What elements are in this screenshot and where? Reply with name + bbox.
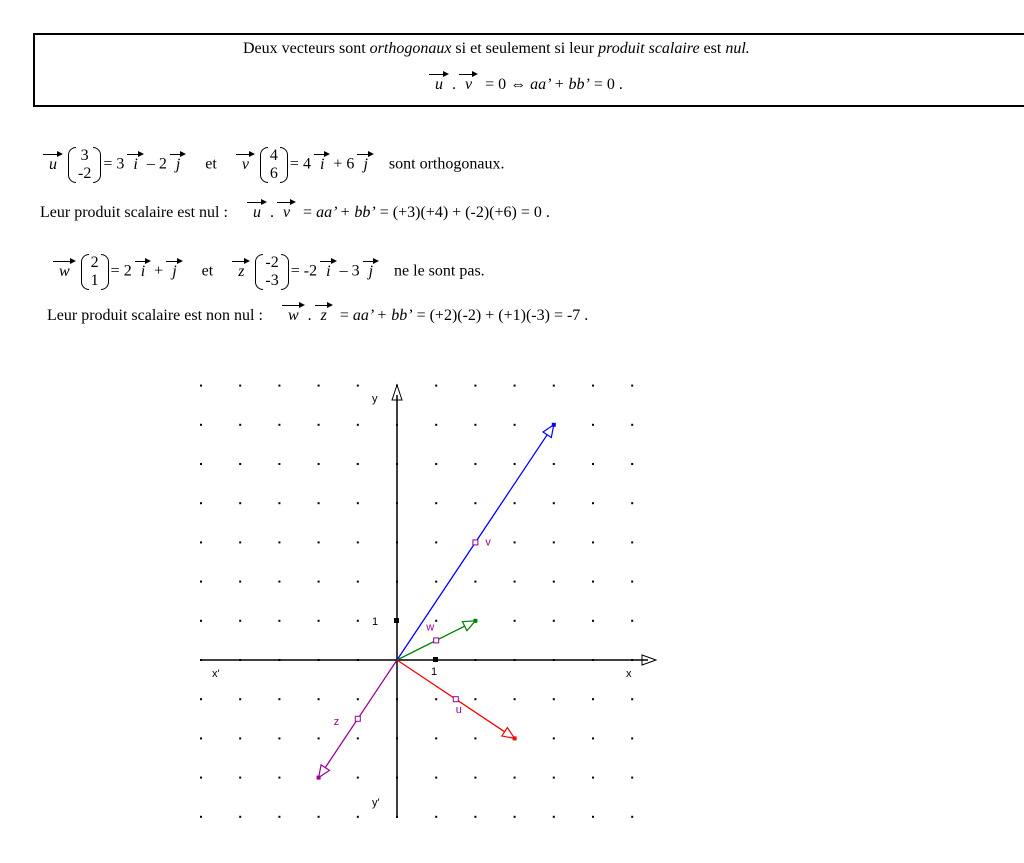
- grid-dot: [200, 424, 202, 426]
- product-label: Leur produit scalaire est non nul :: [47, 307, 263, 324]
- grid-dot: [278, 777, 280, 779]
- grid-dot: [592, 502, 594, 504]
- grid-dot: [239, 777, 241, 779]
- grid-dot: [357, 424, 359, 426]
- grid-dot: [514, 777, 516, 779]
- grid-dot: [474, 385, 476, 387]
- grid-dot: [239, 463, 241, 465]
- grid-dot: [318, 737, 320, 739]
- grid-dot: [239, 620, 241, 622]
- vector-label-v: v: [485, 536, 491, 549]
- vector-label-z: z: [333, 715, 340, 728]
- rule-text: est: [703, 40, 722, 57]
- vector-u: u: [247, 205, 267, 221]
- calculation: = (+3)(+4) + (-2)(+6) = 0 .: [379, 204, 550, 221]
- unit-label-y: 1: [372, 616, 379, 628]
- grid-dot: [200, 385, 202, 387]
- grid-dot: [592, 541, 594, 543]
- vector-w: w: [282, 308, 305, 324]
- equation-text: = 0 .: [593, 76, 623, 93]
- grid-dot: [631, 816, 633, 818]
- vector-z: [317, 660, 397, 780]
- and-word: et: [201, 262, 214, 280]
- grid-dot: [318, 463, 320, 465]
- vector-midpoint-u: [453, 697, 458, 702]
- vector-i: i: [314, 157, 330, 173]
- grid-dot: [474, 424, 476, 426]
- grid-dot: [631, 424, 633, 426]
- grid-dot: [435, 385, 437, 387]
- grid-dot: [474, 737, 476, 739]
- vector-u: u: [43, 157, 63, 173]
- axis-label-x-prime: x': [212, 668, 220, 680]
- grid-dot: [514, 620, 516, 622]
- vector-v: [397, 423, 556, 660]
- equals: =: [339, 307, 349, 324]
- grid-dot: [239, 698, 241, 700]
- expr: = 4: [289, 155, 311, 173]
- grid-dot: [474, 463, 476, 465]
- vector-midpoint-z: [355, 716, 360, 721]
- grid-dot: [592, 581, 594, 583]
- grid-dot: [553, 737, 555, 739]
- vector-label-w: w: [426, 621, 435, 634]
- grid-dot: [435, 777, 437, 779]
- vector-u: [397, 660, 517, 740]
- grid-dot: [474, 698, 476, 700]
- equation-text: = 0 ⇔: [485, 76, 527, 93]
- grid-dot: [278, 698, 280, 700]
- coord: 3: [80, 147, 89, 164]
- vector-z: z: [232, 264, 250, 280]
- grid-dot: [631, 541, 633, 543]
- grid-dot: [553, 385, 555, 387]
- grid-dot: [239, 581, 241, 583]
- grid-dot: [357, 502, 359, 504]
- grid-dot: [553, 698, 555, 700]
- grid-dot: [514, 541, 516, 543]
- expr: = 2: [110, 262, 132, 280]
- grid-dot: [435, 463, 437, 465]
- grid-dot: [435, 541, 437, 543]
- expr: = -2: [290, 262, 318, 280]
- coord: 1: [90, 272, 99, 289]
- unit-y-marker: [394, 618, 399, 623]
- grid-dot: [200, 502, 202, 504]
- grid-dot: [318, 698, 320, 700]
- grid-dot: [592, 620, 594, 622]
- grid-dot: [318, 385, 320, 387]
- grid-dot: [200, 620, 202, 622]
- grid-dot: [435, 816, 437, 818]
- expr: +: [154, 262, 164, 280]
- grid-dot: [200, 737, 202, 739]
- product-label: Leur produit scalaire est nul :: [40, 204, 228, 221]
- unit-label-x: 1: [431, 666, 438, 678]
- grid-dot: [592, 463, 594, 465]
- grid-dot: [318, 581, 320, 583]
- grid-dot: [318, 502, 320, 504]
- coord: -2: [265, 254, 279, 271]
- rule-text: Deux vecteurs sont: [243, 40, 366, 57]
- vector-label-u: u: [455, 704, 462, 717]
- grid-dot: [200, 698, 202, 700]
- expr: = 3: [103, 155, 125, 173]
- expr: – 3: [339, 262, 360, 280]
- grid-dot: [631, 385, 633, 387]
- and-word: et: [205, 155, 217, 173]
- grid-dot: [631, 620, 633, 622]
- vector-midpoint-v: [473, 540, 478, 545]
- coord: 4: [269, 147, 278, 164]
- coord: 2: [90, 254, 99, 271]
- grid-dot: [514, 502, 516, 504]
- conclusion: ne le sont pas.: [394, 262, 485, 280]
- vector-j: j: [357, 157, 373, 173]
- dot-operator: .: [269, 204, 274, 221]
- grid-dot: [357, 737, 359, 739]
- grid-dot: [631, 737, 633, 739]
- grid-dot: [200, 777, 202, 779]
- grid-dot: [514, 424, 516, 426]
- grid-dot: [278, 463, 280, 465]
- expr: – 2: [146, 155, 167, 173]
- grid-dot: [239, 502, 241, 504]
- vector-v: v: [277, 205, 296, 221]
- grid-dot: [357, 620, 359, 622]
- grid-dot: [474, 777, 476, 779]
- dot-operator: .: [307, 307, 312, 324]
- vector-tip-v: [552, 423, 556, 427]
- axis-label-y-prime: y': [372, 797, 380, 809]
- grid-dot: [631, 502, 633, 504]
- grid-dot: [239, 424, 241, 426]
- vectors-layer: [317, 423, 556, 780]
- grid-dot: [474, 502, 476, 504]
- grid-dot: [435, 502, 437, 504]
- axis-label-y: y: [372, 393, 378, 405]
- grid-dot: [357, 698, 359, 700]
- grid-dot: [318, 424, 320, 426]
- grid-dot: [278, 541, 280, 543]
- grid-dot: [592, 385, 594, 387]
- vector-i: i: [320, 264, 336, 280]
- grid-dot: [435, 737, 437, 739]
- grid-dot: [435, 424, 437, 426]
- grid-dot: [239, 737, 241, 739]
- grid-dots: [200, 385, 633, 818]
- grid-dot: [239, 541, 241, 543]
- grid-dot: [357, 385, 359, 387]
- grid-dot: [474, 581, 476, 583]
- grid-dot: [553, 777, 555, 779]
- grid-dot: [631, 581, 633, 583]
- grid-dot: [278, 424, 280, 426]
- grid-dot: [553, 502, 555, 504]
- formula: aa’ + bb’: [316, 204, 376, 221]
- calculation: = (+2)(-2) + (+1)(-3) = -7 .: [416, 307, 589, 324]
- grid-dot: [278, 581, 280, 583]
- vector-i: i: [135, 264, 151, 280]
- rule-text: si et seulement si leur: [455, 40, 595, 57]
- coord: 6: [269, 165, 278, 182]
- vector-v: v: [236, 157, 255, 173]
- vector-tip-w: [473, 619, 477, 623]
- grid-dot: [514, 816, 516, 818]
- grid-dot: [200, 581, 202, 583]
- rule-term-orthogonal: orthogonaux: [369, 40, 452, 57]
- vector-w: w: [53, 264, 76, 280]
- grid-dot: [514, 385, 516, 387]
- grid-dot: [474, 816, 476, 818]
- grid-dot: [514, 581, 516, 583]
- dot-operator: .: [452, 76, 456, 93]
- grid-dot: [357, 777, 359, 779]
- grid-dot: [200, 816, 202, 818]
- grid-dot: [278, 502, 280, 504]
- vector-j: j: [166, 264, 182, 280]
- grid-dot: [514, 698, 516, 700]
- vector-tip-u: [513, 736, 517, 740]
- coord: -2: [78, 165, 92, 182]
- vector-i: i: [127, 157, 143, 173]
- grid-dot: [553, 816, 555, 818]
- grid-dot: [631, 698, 633, 700]
- grid-dot: [357, 463, 359, 465]
- grid-dot: [278, 385, 280, 387]
- equation-formula: aa’ + bb’: [530, 76, 590, 93]
- grid-dot: [200, 541, 202, 543]
- grid-dot: [592, 698, 594, 700]
- grid-dot: [592, 777, 594, 779]
- vector-tip-z: [317, 776, 321, 780]
- grid-dot: [239, 816, 241, 818]
- grid-dot: [200, 463, 202, 465]
- vector-midpoint-w: [434, 638, 439, 643]
- vector-j: j: [170, 157, 186, 173]
- equals: =: [303, 204, 313, 221]
- grid-dot: [592, 737, 594, 739]
- axis-label-x: x: [626, 668, 632, 680]
- grid-dot: [357, 541, 359, 543]
- vector-j: j: [363, 264, 379, 280]
- expr: + 6: [333, 155, 355, 173]
- vector-w: [397, 619, 477, 660]
- grid-dot: [318, 620, 320, 622]
- grid-dot: [357, 816, 359, 818]
- unit-x-marker: [433, 657, 438, 662]
- conclusion: sont orthogonaux.: [388, 155, 505, 173]
- grid-dot: [357, 581, 359, 583]
- grid-dot: [318, 541, 320, 543]
- grid-dot: [435, 620, 437, 622]
- rule-term-scalar-product: produit scalaire: [598, 40, 700, 57]
- grid-dot: [239, 385, 241, 387]
- grid-dot: [278, 737, 280, 739]
- grid-dot: [514, 463, 516, 465]
- grid-dot: [553, 541, 555, 543]
- grid-dot: [631, 463, 633, 465]
- grid-dot: [553, 463, 555, 465]
- formula: aa’ + bb’: [352, 307, 413, 324]
- grid-dot: [592, 424, 594, 426]
- coord: -3: [265, 272, 279, 289]
- grid-dot: [278, 816, 280, 818]
- grid-dot: [553, 581, 555, 583]
- rule-term-null: nul.: [725, 40, 750, 57]
- grid-dot: [592, 816, 594, 818]
- vector-z: z: [315, 308, 333, 324]
- vector-u: u: [429, 77, 449, 93]
- grid-dot: [278, 620, 280, 622]
- vector-v: v: [459, 77, 478, 93]
- grid-dot: [435, 581, 437, 583]
- grid-dot: [318, 816, 320, 818]
- grid-dot: [553, 620, 555, 622]
- grid-dot: [435, 698, 437, 700]
- grid-dot: [631, 777, 633, 779]
